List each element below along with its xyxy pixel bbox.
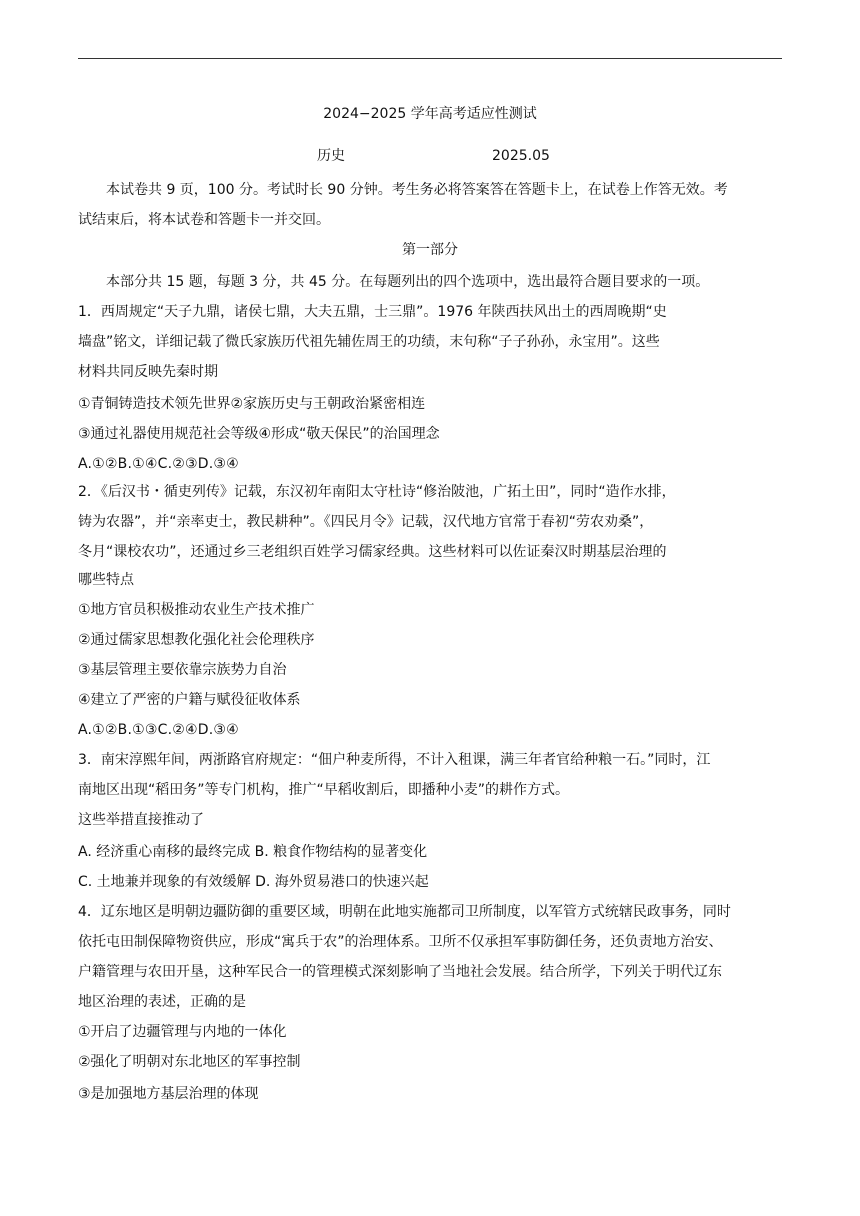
q4-stem-line-2: 依托屯田制保障物资供应，形成“寓兵于农”的治理体系。卫所不仅承担军事防御任务，还负责地方治安、 bbox=[78, 934, 723, 950]
q1-options: A.①②B.①④C.②③D.③④ bbox=[78, 456, 239, 472]
q1-stem-line-3: 材料共同反映先秦时期 bbox=[78, 364, 218, 380]
q3-options-ab: A. 经济重心南移的最终完成 B. 粮食作物结构的显著变化 bbox=[78, 844, 428, 860]
subject-label: 历史 bbox=[317, 148, 345, 164]
q4-stem-line-1: 4．辽东地区是明朝边疆防御的重要区域，明朝在此地实施都司卫所制度，以军管方式统辖民政事务，同时 bbox=[78, 904, 731, 920]
intro-line-1: 本试卷共 9 页，100 分。考试时长 90 分钟。考生务必将答案答在答题卡上，在试卷上作答无效。考 bbox=[106, 182, 728, 198]
q4-statement-2: ②强化了明朝对东北地区的军事控制 bbox=[78, 1054, 301, 1070]
q1-stem-line-1: 1．西周规定“天子九鼎，诸侯七鼎，大夫五鼎，士三鼎”。1976 年陕西扶风出土的西周晚期“史 bbox=[78, 304, 667, 320]
q3-stem-line-3: 这些举措直接推动了 bbox=[78, 812, 204, 828]
q2-options: A.①②B.①③C.②④D.③④ bbox=[78, 722, 239, 738]
q2-stem-line-3: 冬月“课校农功”，还通过乡三老组织百姓学习儒家经典。这些材料可以佐证秦汉时期基层治理的 bbox=[78, 544, 667, 560]
q2-stem-line-4: 哪些特点 bbox=[78, 572, 134, 588]
q2-statement-4: ④建立了严密的户籍与赋役征收体系 bbox=[78, 692, 301, 708]
q4-statement-1: ①开启了边疆管理与内地的一体化 bbox=[78, 1024, 287, 1040]
q2-statement-1: ①地方官员积极推动农业生产技术推广 bbox=[78, 602, 315, 618]
q4-statement-3: ③是加强地方基层治理的体现 bbox=[78, 1086, 259, 1102]
q2-stem-line-1: 2．《后汉书・循吏列传》记载，东汉初年南阳太守杜诗“修治陂池，广拓土田”，同时“造作水排， bbox=[78, 484, 676, 500]
q3-options-cd: C. 土地兼并现象的有效缓解 D. 海外贸易港口的快速兴起 bbox=[78, 874, 429, 890]
q2-statement-3: ③基层管理主要依靠宗族势力自治 bbox=[78, 662, 287, 678]
header-rule bbox=[78, 58, 782, 59]
q1-statements-1: ①青铜铸造技术领先世界②家族历史与王朝政治紧密相连 bbox=[78, 396, 426, 412]
q3-stem-line-2: 南地区出现“稻田务”等专门机构，推广“早稻收割后，即播种小麦”的耕作方式。 bbox=[78, 782, 570, 798]
q4-stem-line-3: 户籍管理与农田开垦，这种军民合一的管理模式深刻影响了当地社会发展。结合所学，下列关于明代辽东 bbox=[78, 964, 722, 980]
q3-stem-line-1: 3．南宋淳熙年间，两浙路官府规定：“佃户种麦所得，不计入租课，满三年者官给种粮一石。”同时，江 bbox=[78, 752, 711, 768]
q4-stem-line-4: 地区治理的表述，正确的是 bbox=[78, 994, 246, 1010]
intro-line-2: 试结束后，将本试卷和答题卡一并交回。 bbox=[78, 212, 330, 228]
q1-stem-line-2: 墙盘”铭文，详细记载了微氏家族历代祖先辅佐周王的功绩，末句称“子子孙孙，永宝用”。这些 bbox=[78, 334, 660, 350]
q2-stem-line-2: 铸为农器”，并“亲率吏士，教民耕种”。《四民月令》记载，汉代地方官常于春初“劳农劝桑”， bbox=[78, 514, 654, 530]
part-heading: 第一部分 bbox=[402, 242, 458, 258]
part-instructions: 本部分共 15 题，每题 3 分，共 45 分。在每题列出的四个选项中，选出最符合题目要求的一项。 bbox=[106, 274, 710, 290]
q2-statement-2: ②通过儒家思想教化强化社会伦理秩序 bbox=[78, 632, 315, 648]
q1-statements-2: ③通过礼器使用规范社会等级④形成“敬天保民”的治国理念 bbox=[78, 426, 440, 442]
exam-title: 2024−2025 学年高考适应性测试 bbox=[323, 106, 537, 122]
exam-date: 2025.05 bbox=[492, 148, 550, 164]
